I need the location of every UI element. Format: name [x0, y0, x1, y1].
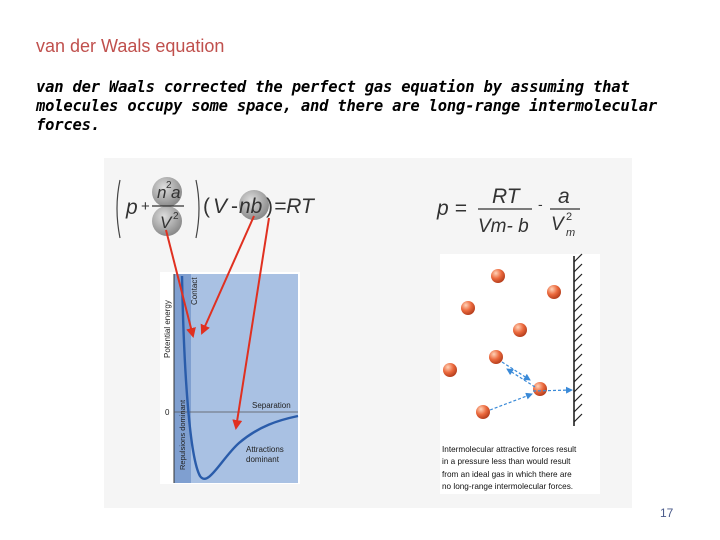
potential-energy-plot	[160, 272, 300, 484]
molecule	[547, 285, 561, 299]
body-line: forces.	[36, 116, 100, 134]
eq2-p: p =	[437, 197, 467, 220]
molecule	[476, 405, 490, 419]
eq-n: n	[157, 183, 167, 202]
molecule	[461, 301, 475, 315]
eq-p: p	[126, 196, 138, 219]
eq2-rt: RT	[492, 185, 520, 208]
eq-paren-open: (	[203, 195, 210, 218]
plot-zero: 0	[165, 408, 170, 417]
eq-V: V	[160, 213, 172, 232]
plot-separation: Separation	[252, 401, 291, 410]
body-line: molecules occupy some space, and there are long-range intermolecular	[36, 97, 657, 115]
eq2-vm: V	[551, 214, 564, 235]
eq-V-sup: 2	[173, 211, 179, 222]
eq-equals-rt: =RT	[274, 195, 314, 218]
eq2-vm-b: Vm- b	[478, 216, 529, 237]
eq-n-sup: 2	[166, 180, 172, 191]
caption-line: in a pressure less than would result	[442, 457, 571, 467]
plot-ylabel: Potential energy	[163, 300, 172, 358]
plot-attractions-dominant: dominant	[246, 455, 279, 464]
molecule	[513, 323, 527, 337]
caption-line: from an ideal gas in which there are	[442, 469, 572, 479]
eq-plus: +	[141, 198, 150, 215]
plot-contact: Contact	[190, 277, 199, 305]
plot-repulsions: Repulsions dominant	[178, 399, 187, 470]
caption-line: Intermolecular attractive forces result	[442, 445, 577, 454]
eq2-m: m	[566, 227, 576, 239]
eq-nb: nb	[239, 195, 263, 218]
molecule	[443, 363, 457, 377]
caption-line: no long-range intermolecular forces.	[442, 481, 574, 491]
eq-paren-close: )	[266, 195, 273, 218]
eq-V2: V	[213, 195, 228, 218]
body-line: van der Waals corrected the perfect gas equation by assuming that	[36, 78, 630, 96]
slide-title: van der Waals equation	[36, 36, 225, 56]
slide-body	[36, 78, 686, 135]
molecule	[489, 350, 503, 364]
eq2-minus: -	[538, 196, 543, 212]
gas-caption	[442, 444, 612, 493]
eq2-a: a	[558, 185, 570, 208]
page-number: 17	[660, 506, 674, 520]
eq-a: a	[171, 183, 181, 202]
molecule	[491, 269, 505, 283]
equation-right	[436, 185, 580, 239]
van-der-waals-figure	[104, 158, 632, 508]
plot-attractions: Attractions	[246, 445, 284, 454]
eq-minus: -	[231, 195, 238, 218]
equation-left	[117, 177, 316, 238]
eq2-sq: 2	[566, 211, 573, 223]
molecule	[533, 382, 547, 396]
